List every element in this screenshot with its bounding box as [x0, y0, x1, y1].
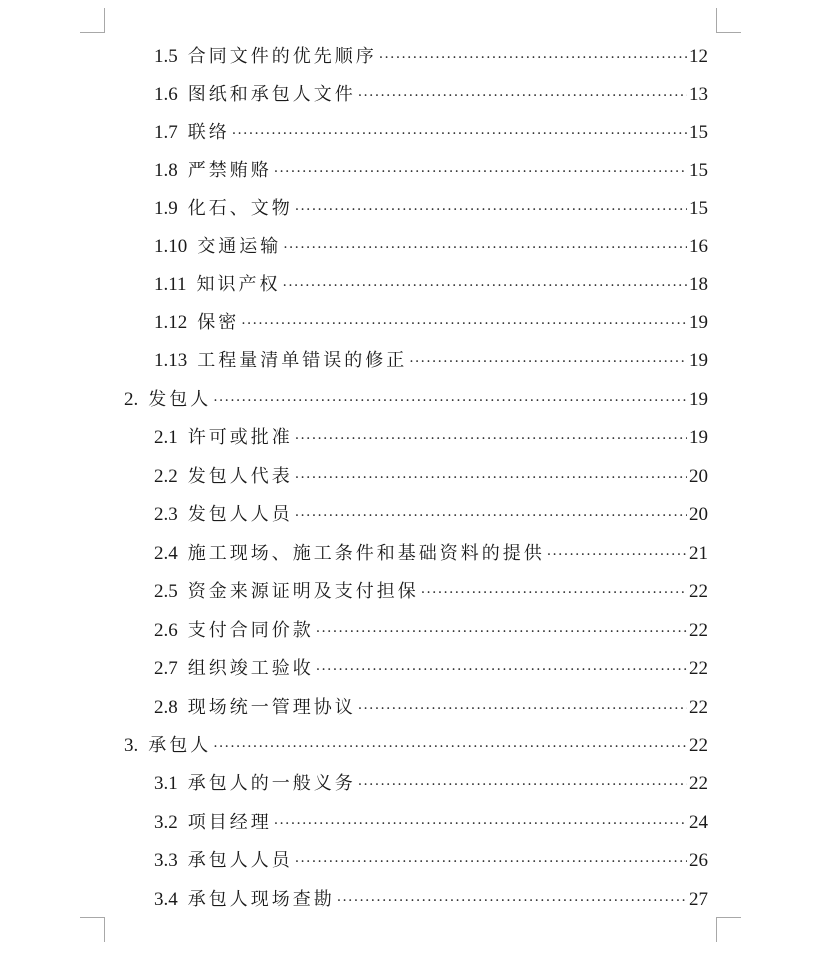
toc-dot-leader — [241, 305, 687, 343]
toc-entry-number: 1.9 — [154, 198, 178, 219]
toc-dot-leader — [295, 843, 687, 881]
toc-entry-title: 项目经理 — [187, 812, 272, 833]
toc-dot-leader — [358, 690, 687, 728]
toc-entry-title: 联络 — [187, 122, 230, 143]
toc-entry-title: 知识产权 — [196, 274, 281, 295]
toc-entry-title: 化石、文物 — [187, 198, 293, 219]
toc-dot-leader — [409, 343, 687, 381]
toc-entry-1-12[interactable] — [154, 304, 708, 342]
toc-entry-number: 2. — [124, 389, 139, 410]
toc-entry-page-number: 18 — [689, 274, 708, 295]
toc-entry-number: 2.7 — [154, 658, 178, 679]
toc-entry-number: 3.2 — [154, 812, 178, 833]
toc-entry-title: 组织竣工验收 — [187, 658, 314, 679]
toc-entry-number: 3.4 — [154, 889, 178, 910]
toc-dot-leader — [421, 574, 687, 612]
toc-entry-page-number: 15 — [689, 160, 708, 181]
toc-dot-leader — [295, 191, 687, 229]
toc-entry-number: 2.4 — [154, 543, 178, 564]
toc-entry-title: 保密 — [197, 312, 240, 333]
toc-entry-page-number: 22 — [689, 658, 708, 679]
toc-dot-leader — [379, 39, 687, 77]
toc-entry-number: 1.12 — [154, 312, 188, 333]
toc-entry-number: 1.7 — [154, 122, 178, 143]
toc-entry-title: 现场统一管理协议 — [187, 697, 356, 718]
toc-entry-title: 工程量清单错误的修正 — [197, 350, 408, 371]
toc-entry-3-2[interactable] — [154, 804, 708, 842]
toc-entry-page-number: 15 — [689, 122, 708, 143]
toc-entry-title: 承包人人员 — [187, 850, 293, 871]
toc-entry-2-8[interactable] — [154, 689, 708, 727]
toc-entry-number: 2.2 — [154, 466, 178, 487]
page-corner-mark-bottom-right — [716, 917, 741, 942]
toc-entry-title: 支付合同价款 — [187, 620, 314, 641]
toc-entry-number: 2.5 — [154, 581, 178, 602]
toc-entry-number: 1.11 — [154, 274, 187, 295]
toc-entry-2-7[interactable] — [154, 650, 708, 688]
toc-entry-page-number: 27 — [689, 889, 708, 910]
toc-entry-page-number: 26 — [689, 850, 708, 871]
toc-dot-leader — [358, 77, 687, 115]
toc-entry-number: 2.1 — [154, 427, 178, 448]
toc-dot-leader — [283, 229, 687, 267]
page-corner-mark-top-left — [80, 8, 105, 33]
toc-entry-number: 2.8 — [154, 697, 178, 718]
toc-entry-1-5[interactable] — [154, 38, 708, 76]
toc-entry-title: 施工现场、施工条件和基础资料的提供 — [187, 543, 545, 564]
toc-entry-title: 发包人 — [148, 389, 212, 410]
toc-entry-page-number: 19 — [689, 312, 708, 333]
toc-entry-page-number: 13 — [689, 84, 708, 105]
toc-dot-leader — [232, 115, 687, 153]
toc-entry-title: 发包人代表 — [187, 466, 293, 487]
toc-dot-leader — [213, 728, 687, 766]
toc-entry-2[interactable] — [124, 381, 708, 419]
toc-entry-title: 合同文件的优先顺序 — [187, 46, 377, 67]
toc-entry-title: 承包人 — [148, 735, 212, 756]
toc-entry-number: 3.3 — [154, 850, 178, 871]
toc-entry-page-number: 22 — [689, 735, 708, 756]
toc-entry-1-9[interactable] — [154, 190, 708, 228]
toc-entry-3-3[interactable] — [154, 842, 708, 880]
toc-dot-leader — [274, 153, 687, 191]
toc-entry-page-number: 21 — [689, 543, 708, 564]
toc-entry-number: 1.13 — [154, 350, 188, 371]
toc-entry-page-number: 22 — [689, 697, 708, 718]
toc-dot-leader — [283, 267, 687, 305]
toc-entry-page-number: 19 — [689, 427, 708, 448]
page-corner-mark-bottom-left — [80, 917, 105, 942]
toc-entry-title: 交通运输 — [197, 236, 282, 257]
toc-entry-page-number: 20 — [689, 466, 708, 487]
toc-entry-2-5[interactable] — [154, 573, 708, 611]
toc-entry-3-1[interactable] — [154, 765, 708, 803]
toc-entry-page-number: 22 — [689, 773, 708, 794]
toc-entry-3-4[interactable] — [154, 881, 708, 919]
toc-entry-1-11[interactable] — [154, 266, 708, 304]
toc-dot-leader — [316, 613, 687, 651]
toc-dot-leader — [358, 766, 687, 804]
toc-dot-leader — [295, 459, 687, 497]
toc-entry-number: 3.1 — [154, 773, 178, 794]
toc-entry-number: 3. — [124, 735, 139, 756]
toc-entry-title: 许可或批准 — [187, 427, 293, 448]
toc-entry-number: 1.8 — [154, 160, 178, 181]
toc-entry-2-4[interactable] — [154, 535, 708, 573]
toc-entry-title: 资金来源证明及支付担保 — [187, 581, 419, 602]
toc-dot-leader — [337, 882, 687, 920]
toc-entry-number: 2.3 — [154, 504, 178, 525]
toc-entry-page-number: 12 — [689, 46, 708, 67]
toc-entry-page-number: 16 — [689, 236, 708, 257]
toc-entry-title: 承包人的一般义务 — [187, 773, 356, 794]
toc-entry-page-number: 24 — [689, 812, 708, 833]
toc-entry-page-number: 15 — [689, 198, 708, 219]
toc-entry-1-7[interactable] — [154, 114, 708, 152]
toc-dot-leader — [547, 536, 687, 574]
toc-dot-leader — [213, 382, 687, 420]
toc-entry-2-1[interactable] — [154, 419, 708, 457]
toc-entry-title: 严禁贿赂 — [187, 160, 272, 181]
toc-entry-2-6[interactable] — [154, 612, 708, 650]
toc-entry-page-number: 19 — [689, 389, 708, 410]
toc-entry-number: 2.6 — [154, 620, 178, 641]
toc-dot-leader — [295, 497, 687, 535]
toc-entry-number: 1.6 — [154, 84, 178, 105]
toc-entry-1-10[interactable] — [154, 228, 708, 266]
page-corner-mark-top-right — [716, 8, 741, 33]
toc-entry-page-number: 22 — [689, 581, 708, 602]
toc-entry-2-3[interactable] — [154, 496, 708, 534]
toc-entry-page-number: 20 — [689, 504, 708, 525]
toc-entry-title: 发包人人员 — [187, 504, 293, 525]
toc-dot-leader — [295, 420, 687, 458]
toc-entry-1-13[interactable] — [154, 342, 708, 380]
toc-entry-title: 承包人现场查勘 — [187, 889, 335, 910]
toc-dot-leader — [316, 651, 687, 689]
toc-entry-2-2[interactable] — [154, 458, 708, 496]
toc-entry-number: 1.5 — [154, 46, 178, 67]
toc-entry-number: 1.10 — [154, 236, 188, 257]
toc-entry-1-8[interactable] — [154, 152, 708, 190]
toc-entry-3[interactable] — [124, 727, 708, 765]
toc-entry-page-number: 19 — [689, 350, 708, 371]
toc-dot-leader — [274, 805, 687, 843]
toc-entry-1-6[interactable] — [154, 76, 708, 114]
toc-entry-page-number: 22 — [689, 620, 708, 641]
toc-entry-title: 图纸和承包人文件 — [187, 84, 356, 105]
